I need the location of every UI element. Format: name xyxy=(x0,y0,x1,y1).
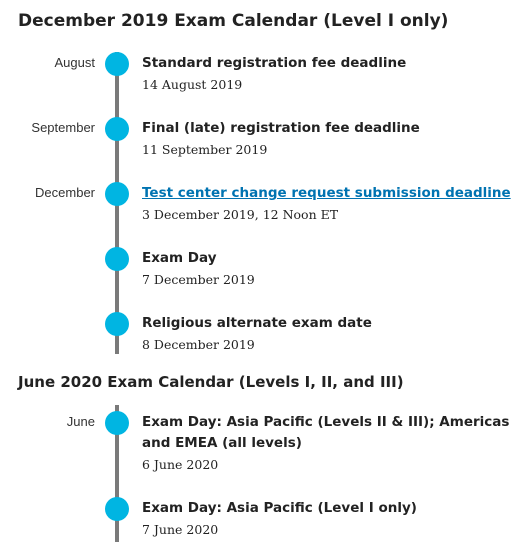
event-title: Standard registration fee deadline xyxy=(142,55,407,71)
event-title: Exam Day xyxy=(142,250,217,266)
event-month: December xyxy=(35,185,95,200)
section-title-june-2020: June 2020 Exam Calendar (Levels I, II, and III) xyxy=(18,373,404,391)
event-date: 3 December 2019, 12 Noon ET xyxy=(142,207,339,222)
event-month: June xyxy=(66,414,95,429)
event-date: 7 December 2019 xyxy=(142,272,255,287)
test-center-change-link[interactable]: Test center change request submission deadline xyxy=(142,185,511,201)
event-month: August xyxy=(54,55,95,70)
event-month: September xyxy=(31,120,95,135)
event-date: 7 June 2020 xyxy=(142,522,219,537)
event-date: 14 August 2019 xyxy=(142,77,243,92)
event-title: Final (late) registration fee deadline xyxy=(142,120,420,136)
event-title: Exam Day: Asia Pacific (Level I only) xyxy=(142,500,417,516)
event-date: 6 June 2020 xyxy=(142,457,219,472)
circle-dot-icon xyxy=(105,497,129,521)
event-title: Religious alternate exam date xyxy=(142,315,372,331)
event-title: Exam Day: Asia Pacific (Levels II & III); Americas and EMEA (all levels) xyxy=(142,414,510,451)
section-title-december-2019: December 2019 Exam Calendar (Level I only) xyxy=(18,11,449,31)
event-date: 11 September 2019 xyxy=(142,142,268,157)
event-date: 8 December 2019 xyxy=(142,337,255,352)
circle-dot-icon xyxy=(105,411,129,435)
